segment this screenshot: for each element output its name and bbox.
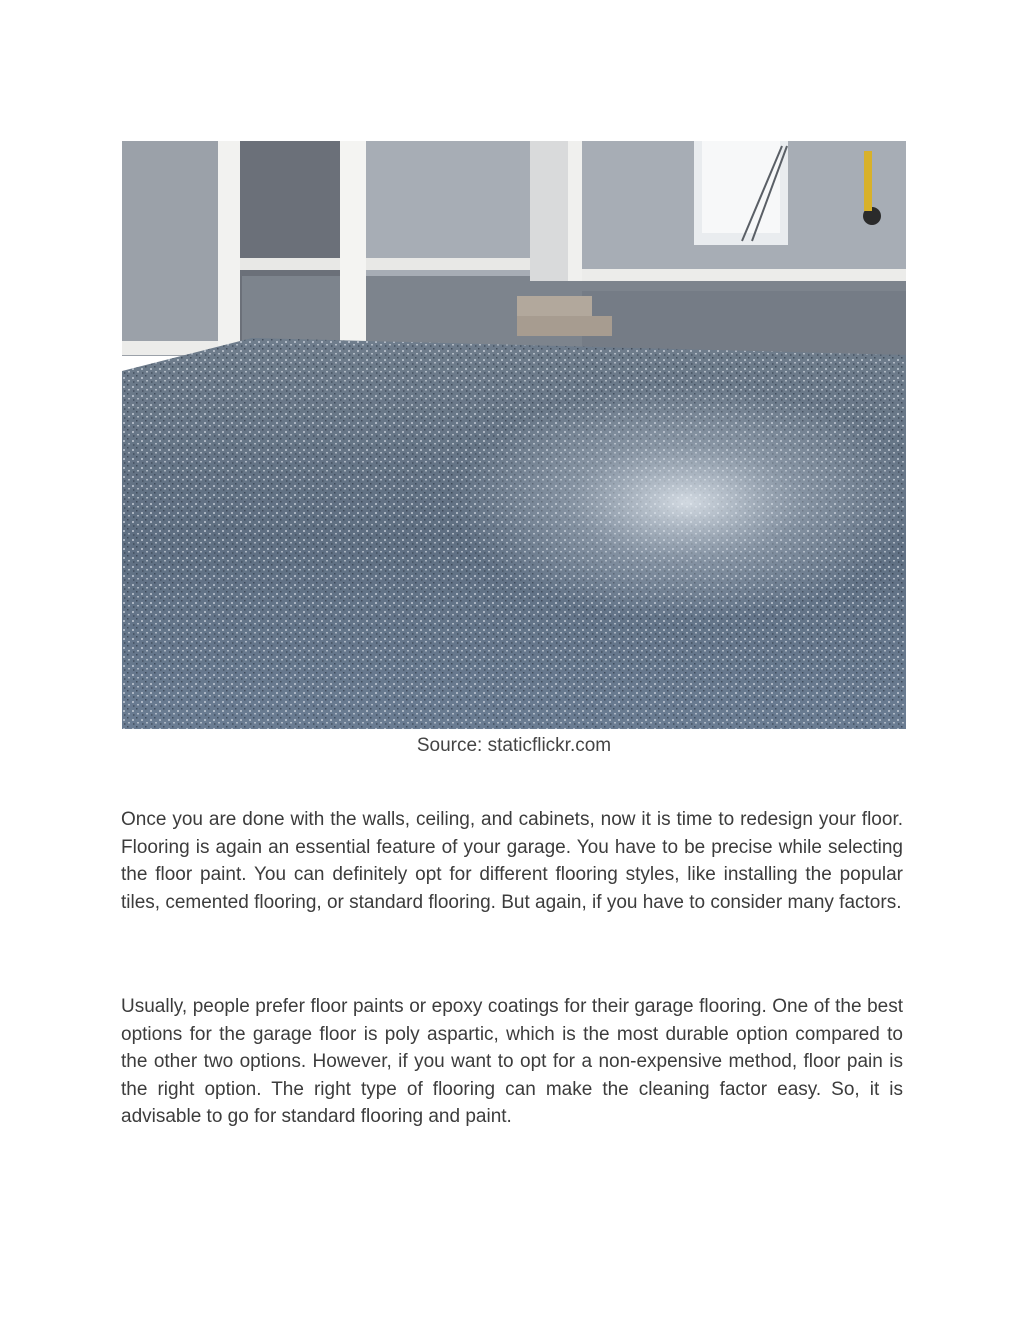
garage-floor-illustration [122, 141, 906, 729]
garage-floor-photo [122, 141, 906, 729]
body-paragraph-coatings: Usually, people prefer floor paints or epoxy coatings for their garage flooring. One of the best options for the garage floor is poly aspartic, which is the most durable option compared to the other two options. However, if you want to opt for a non-expensive method, floor pain is the right option. The right type of flooring can make the cleaning factor easy. So, it is advisable to go for standard flooring and paint. [121, 996, 903, 1128]
figure-caption: Source: staticflickr.com [416, 735, 612, 756]
body-paragraph-flooring: Once you are done with the walls, ceiling, and cabinets, now it is time to redesign your floor. Flooring is again an essential feature of your garage. You have to be precise while selecting the floor paint. You can definitely opt for different flooring styles, like installing the popular tiles, cemented flooring, or standard flooring. But again, if you have to consider many factors. [121, 809, 903, 913]
